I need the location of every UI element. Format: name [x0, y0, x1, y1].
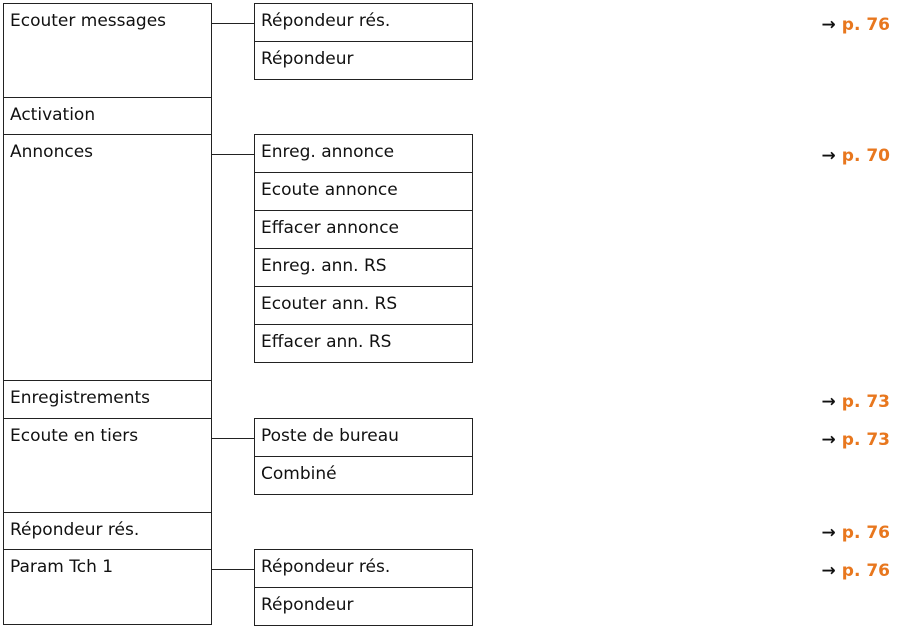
menu-item-label: Enregistrements [10, 388, 151, 408]
page-reference-link[interactable] [822, 145, 890, 167]
page-reference-link[interactable] [822, 391, 890, 413]
submenu-item-label: Répondeur [261, 595, 354, 615]
arrow-right-icon: → [821, 561, 836, 581]
page-number: p. 70 [841, 146, 890, 166]
menu-item-label: Activation [10, 105, 96, 125]
submenu-item[interactable] [254, 286, 473, 325]
submenu-item[interactable] [254, 456, 473, 495]
submenu-item-label: Ecoute annonce [261, 180, 398, 200]
page-reference-link[interactable] [822, 522, 890, 544]
arrow-right-icon: → [821, 430, 836, 450]
connector-line [212, 23, 255, 24]
page-number: p. 73 [841, 430, 890, 450]
arrow-right-icon: → [821, 523, 836, 543]
submenu-item-label: Effacer annonce [261, 218, 400, 238]
submenu-item-label: Répondeur [261, 49, 354, 69]
submenu-item-label: Poste de bureau [261, 426, 399, 446]
connector-line [212, 569, 255, 570]
submenu-item[interactable] [254, 172, 473, 211]
submenu-item[interactable] [254, 248, 473, 287]
menu-item-annonces[interactable] [3, 134, 212, 381]
submenu-item[interactable] [254, 3, 473, 42]
submenu-item-label: Enreg. annonce [261, 142, 395, 162]
submenu-item-label: Effacer ann. RS [261, 332, 392, 352]
submenu-item[interactable] [254, 549, 473, 588]
submenu-item-label: Combiné [261, 464, 337, 484]
page-number: p. 76 [841, 561, 890, 581]
menu-item-enregistrements[interactable] [3, 380, 212, 419]
page-number: p. 76 [841, 523, 890, 543]
menu-item-repondeur-res[interactable] [3, 512, 212, 550]
submenu-item-label: Ecouter ann. RS [261, 294, 398, 314]
menu-item-activation[interactable] [3, 97, 212, 135]
connector-line [212, 154, 255, 155]
menu-item-label: Annonces [10, 142, 94, 162]
menu-item-param-tch-1[interactable] [3, 549, 212, 625]
submenu-item[interactable] [254, 418, 473, 457]
menu-item-ecouter-messages[interactable] [3, 3, 212, 98]
page-number: p. 76 [841, 15, 890, 35]
submenu-item[interactable] [254, 324, 473, 363]
page-reference-link[interactable] [822, 14, 890, 36]
arrow-right-icon: → [821, 146, 836, 166]
page-number: p. 73 [841, 392, 890, 412]
connector-line [212, 438, 255, 439]
menu-item-label: Répondeur rés. [10, 520, 140, 540]
submenu-item-label: Répondeur rés. [261, 557, 391, 577]
submenu-item-label: Répondeur rés. [261, 11, 391, 31]
submenu-item-label: Enreg. ann. RS [261, 256, 387, 276]
menu-item-label: Ecouter messages [10, 11, 167, 31]
menu-item-label: Ecoute en tiers [10, 426, 139, 446]
arrow-right-icon: → [821, 15, 836, 35]
menu-item-label: Param Tch 1 [10, 557, 114, 577]
submenu-item[interactable] [254, 210, 473, 249]
submenu-item[interactable] [254, 41, 473, 80]
menu-item-ecoute-en-tiers[interactable] [3, 418, 212, 513]
arrow-right-icon: → [821, 392, 836, 412]
submenu-item[interactable] [254, 134, 473, 173]
submenu-item[interactable] [254, 587, 473, 626]
page-reference-link[interactable] [822, 429, 890, 451]
page-reference-link[interactable] [822, 560, 890, 582]
